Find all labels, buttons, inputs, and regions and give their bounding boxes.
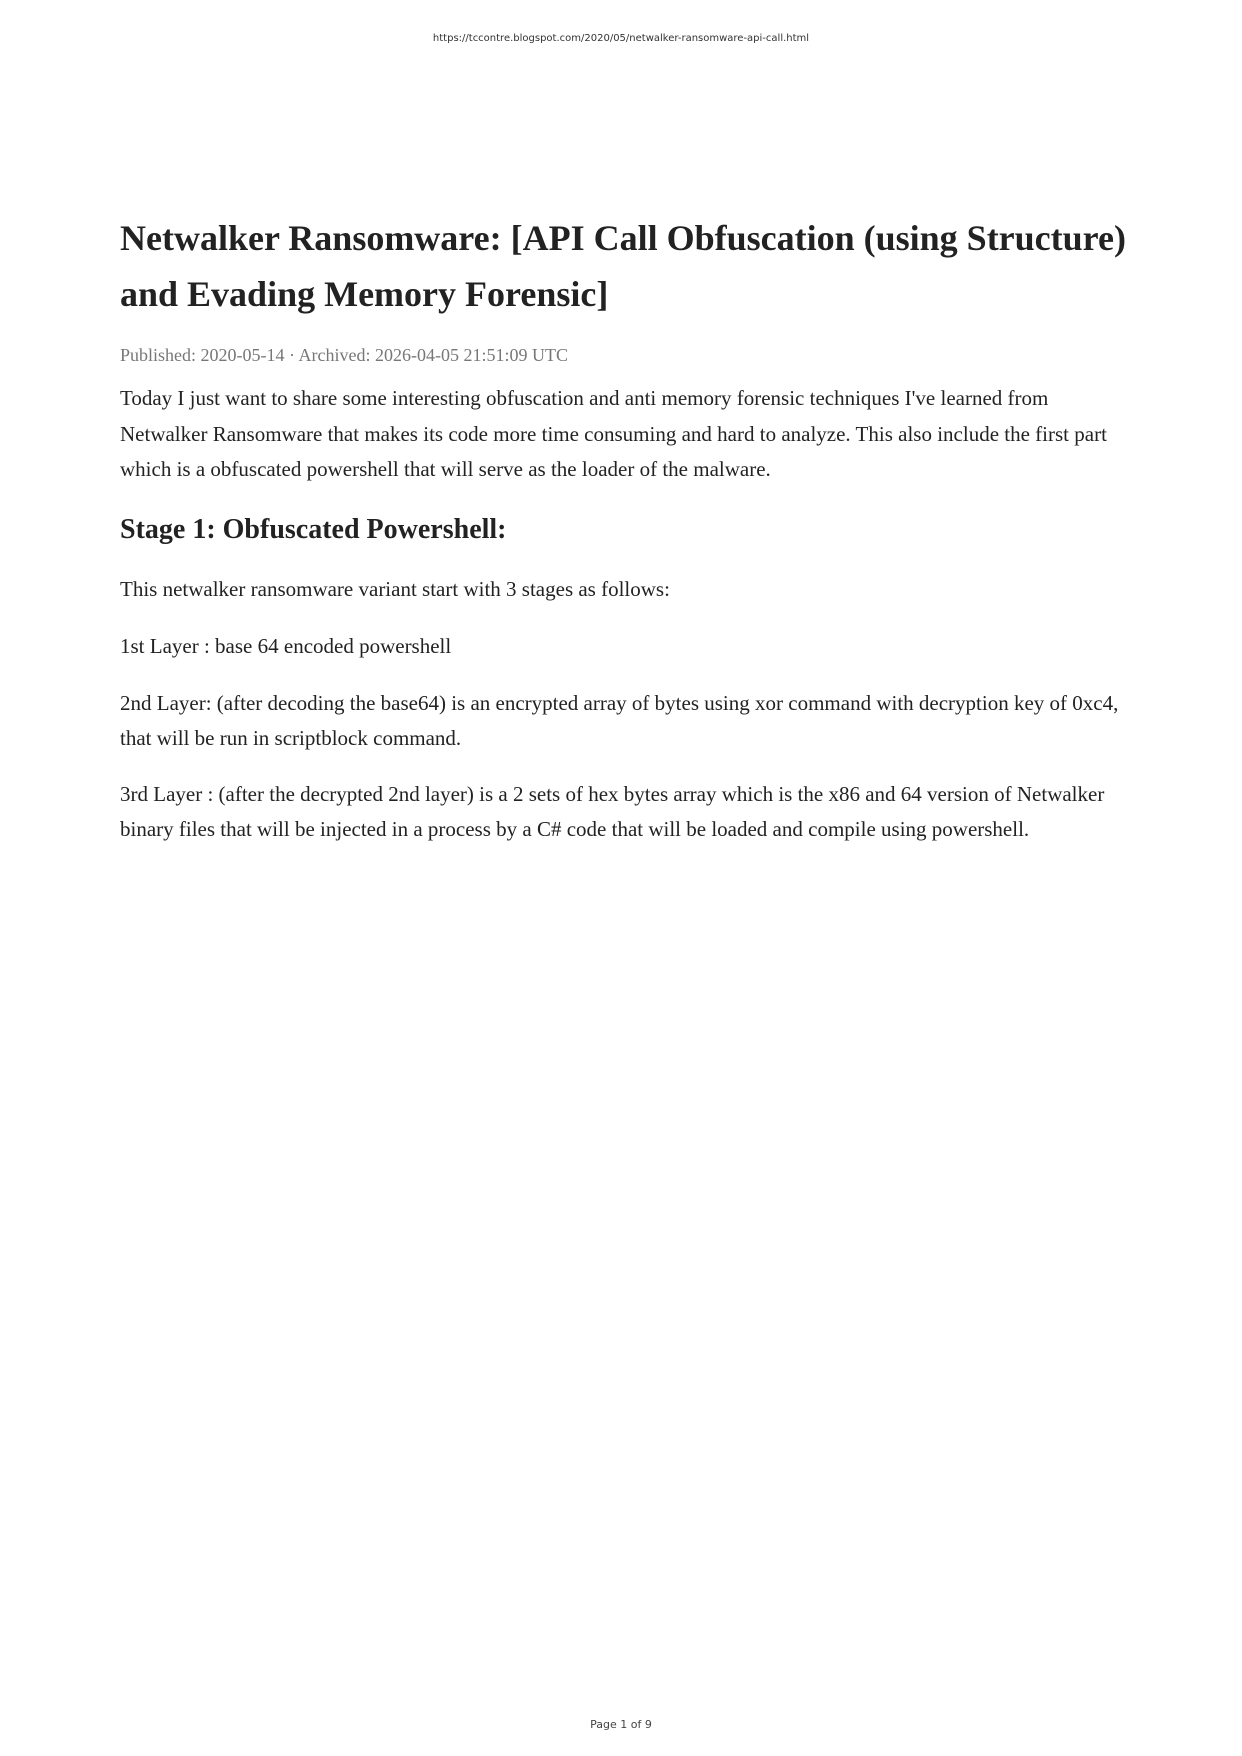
intro-paragraph: Today I just want to share some interesting obfuscation and anti memory forensic techniques I've learned from Netwalker Ransomware that makes its code more time consuming and hard to analyze. This also include the first part which is a obfuscated powershell that will serve as the loader of the malware. [120,386,1107,481]
article-title: Netwalker Ransomware: [API Call Obfuscation (using Structure) and Evading Memory Forensic] [120,218,1126,314]
paragraph-layer-2: 2nd Layer: (after decoding the base64) is an encrypted array of bytes using xor command with decryption key of 0xc4, that will be run in scriptblock command. [120,690,1119,750]
section-heading: Stage 1: Obfuscated Powershell: [120,513,507,545]
paragraph-layer-3: 3rd Layer : (after the decrypted 2nd layer) is a 2 sets of hex bytes array which is the x86 and 64 version of Netwalker binary files that will be injected in a process by a C# code that will be loaded and compile using powershell. [120,781,1105,841]
page-number: Page 1 of 9 [590,1718,652,1731]
publication-meta: Published: 2020-05-14 · Archived: 2026-04-05 21:51:09 UTC [120,345,568,365]
paragraph-stages: This netwalker ransomware variant start with 3 stages as follows: [120,576,670,601]
article [120,210,1130,848]
paragraph-layer-1: 1st Layer : base 64 encoded powershell [120,634,452,658]
page-url: https://tccontre.blogspot.com/2020/05/netwalker-ransomware-api-call.html [432,33,810,44]
